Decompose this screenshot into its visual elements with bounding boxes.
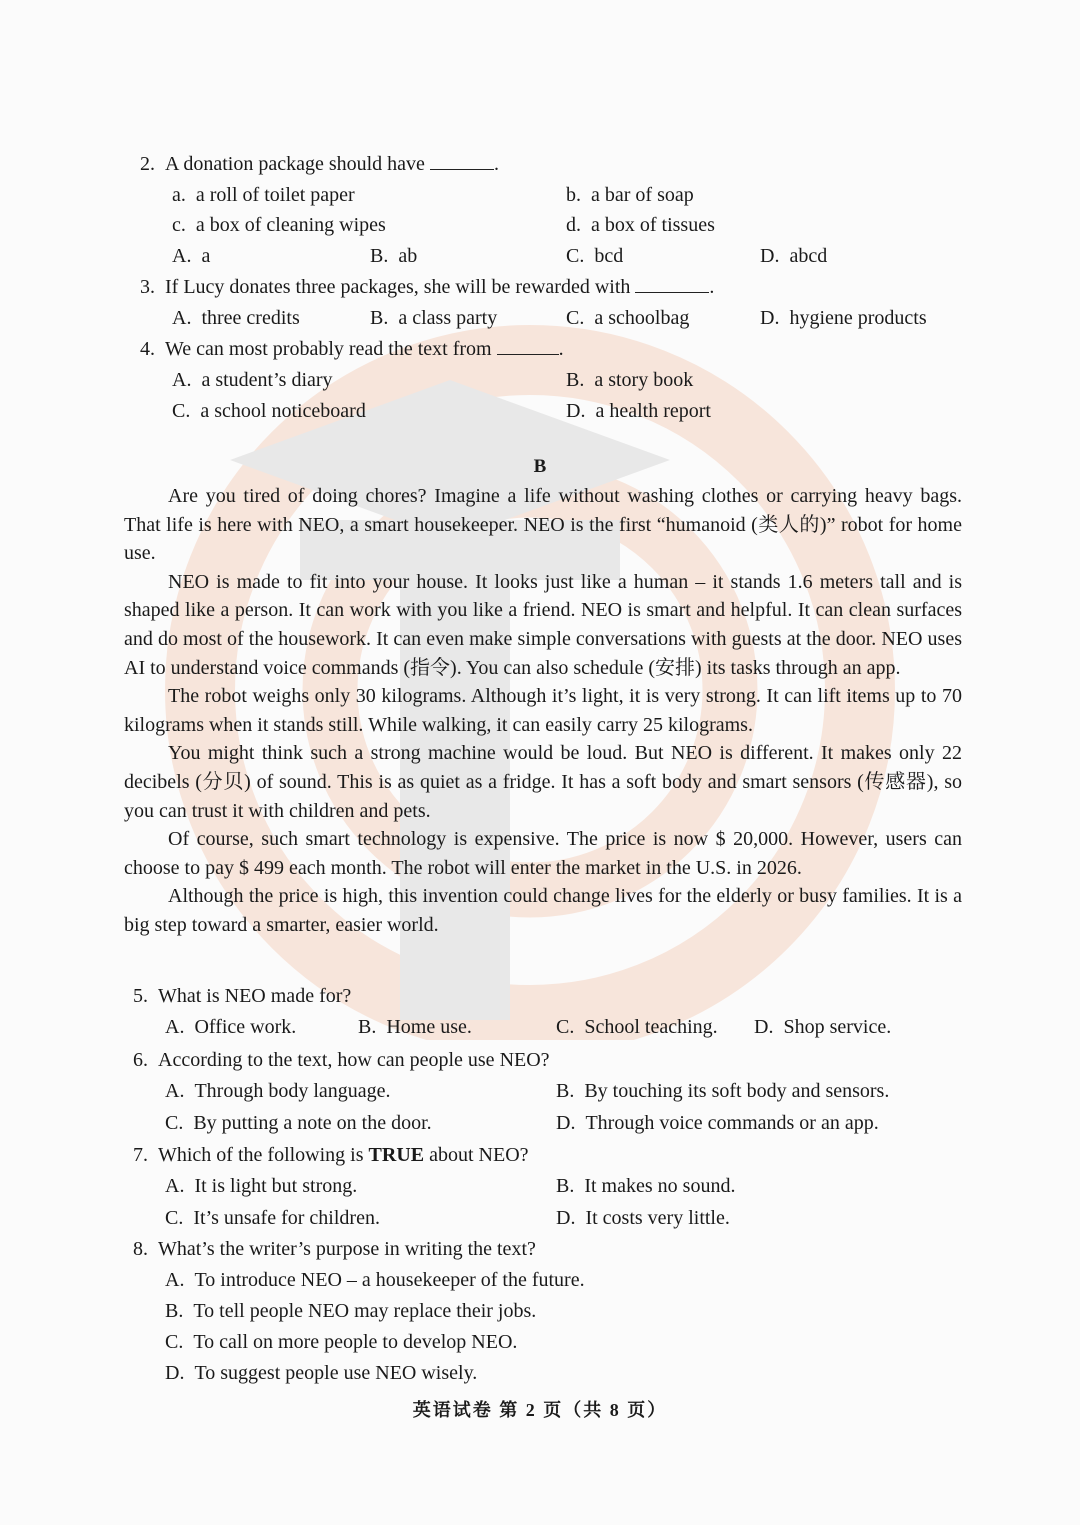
- q3-choice-B: B. a class party: [370, 307, 498, 329]
- passage-paragraph-1: Are you tired of doing chores? Imagine a life without washing clothes or carrying heavy bags. That life is here with NEO, a smart housekeeper. NEO is the first “humanoid (类人的)” robot for home use.: [124, 485, 962, 565]
- passage-paragraph-2: NEO is made to fit into your house. It looks just like a human – it stands 1.6 meters tall and is shaped like a person. It can work with you like a friend. NEO is smart and helpful. It can clean surfaces and do most of the housework. It can even make simple conversations with guests at the door. NEO uses AI to understand voice commands (指令). You can also schedule (安排) its tasks through an app.: [124, 570, 962, 679]
- q2-option-b: b. a bar of soap: [566, 184, 694, 206]
- answer-blank: [497, 338, 559, 355]
- question-2-stem: 2. A donation package should have .: [140, 153, 499, 175]
- q2-option-c: c. a box of cleaning wipes: [172, 214, 386, 236]
- q2-choice-B: B. ab: [370, 245, 418, 267]
- q7-choice-B: B. It makes no sound.: [556, 1175, 736, 1197]
- q8-choice-A: A. To introduce NEO – a housekeeper of the future.: [165, 1269, 585, 1291]
- q6-choice-B: B. By touching its soft body and sensors.: [556, 1080, 890, 1102]
- q5-choice-B: B. Home use.: [358, 1016, 472, 1038]
- q3-choice-C: C. a schoolbag: [566, 307, 690, 329]
- passage-paragraph-3: The robot weighs only 30 kilograms. Although it’s light, it is very strong. It can lift items up to 70 kilograms when it stands still. While walking, it can easily carry 25 kilograms.: [124, 685, 962, 736]
- q4-choice-A: A. a student’s diary: [172, 369, 333, 391]
- question-5-stem: 5. What is NEO made for?: [133, 985, 352, 1007]
- q8-choice-D: D. To suggest people use NEO wisely.: [165, 1362, 478, 1384]
- q3-choice-D: D. hygiene products: [760, 307, 927, 329]
- question-8-stem: 8. What’s the writer’s purpose in writing the text?: [133, 1238, 536, 1260]
- question-3-stem: 3. If Lucy donates three packages, she will be rewarded with .: [140, 276, 715, 298]
- q7-choice-C: C. It’s unsafe for children.: [165, 1207, 380, 1229]
- reading-passage: [124, 482, 962, 940]
- q2-option-a: a. a roll of toilet paper: [172, 184, 355, 206]
- q4-choice-B: B. a story book: [566, 369, 694, 391]
- section-title: B: [533, 456, 547, 477]
- q5-choice-C: C. School teaching.: [556, 1016, 718, 1038]
- q5-choice-A: A. Office work.: [165, 1016, 297, 1038]
- question-7-stem: 7. Which of the following is TRUE about NEO?: [133, 1144, 529, 1166]
- q8-choice-C: C. To call on more people to develop NEO.: [165, 1331, 518, 1353]
- answer-blank: [430, 153, 494, 170]
- q2-choice-D: D. abcd: [760, 245, 828, 267]
- passage-paragraph-5: Of course, such smart technology is expensive. The price is now $ 20,000. However, users can choose to pay $ 499 each month. The robot will enter the market in the U.S. in 2026.: [124, 828, 962, 879]
- q5-choice-D: D. Shop service.: [754, 1016, 892, 1038]
- page-footer: 英语试卷 第 2 页（共 8 页）: [412, 1400, 668, 1420]
- passage-paragraph-6: Although the price is high, this invention could change lives for the elderly or busy families. It is a big step toward a smarter, easier world.: [124, 885, 962, 936]
- q6-choice-C: C. By putting a note on the door.: [165, 1112, 432, 1134]
- passage-paragraph-4: You might think such a strong machine would be loud. But NEO is different. It makes only 22 decibels (分贝) of sound. This is as quiet as a fridge. It has a soft body and smart sensors (传感器), so you can trust it with children and pets.: [124, 742, 962, 822]
- q2-choice-C: C. bcd: [566, 245, 624, 267]
- answer-blank: [635, 276, 709, 293]
- q8-choice-B: B. To tell people NEO may replace their jobs.: [165, 1300, 537, 1322]
- question-4-stem: 4. We can most probably read the text from .: [140, 338, 564, 360]
- question-6-stem: 6. According to the text, how can people use NEO?: [133, 1049, 550, 1071]
- q2-choice-A: A. a: [172, 245, 211, 267]
- q6-choice-A: A. Through body language.: [165, 1080, 391, 1102]
- q4-choice-D: D. a health report: [566, 400, 711, 422]
- q3-choice-A: A. three credits: [172, 307, 300, 329]
- q7-choice-A: A. It is light but strong.: [165, 1175, 358, 1197]
- q7-choice-D: D. It costs very little.: [556, 1207, 730, 1229]
- q6-choice-D: D. Through voice commands or an app.: [556, 1112, 879, 1134]
- q4-choice-C: C. a school noticeboard: [172, 400, 366, 422]
- q2-option-d: d. a box of tissues: [566, 214, 715, 236]
